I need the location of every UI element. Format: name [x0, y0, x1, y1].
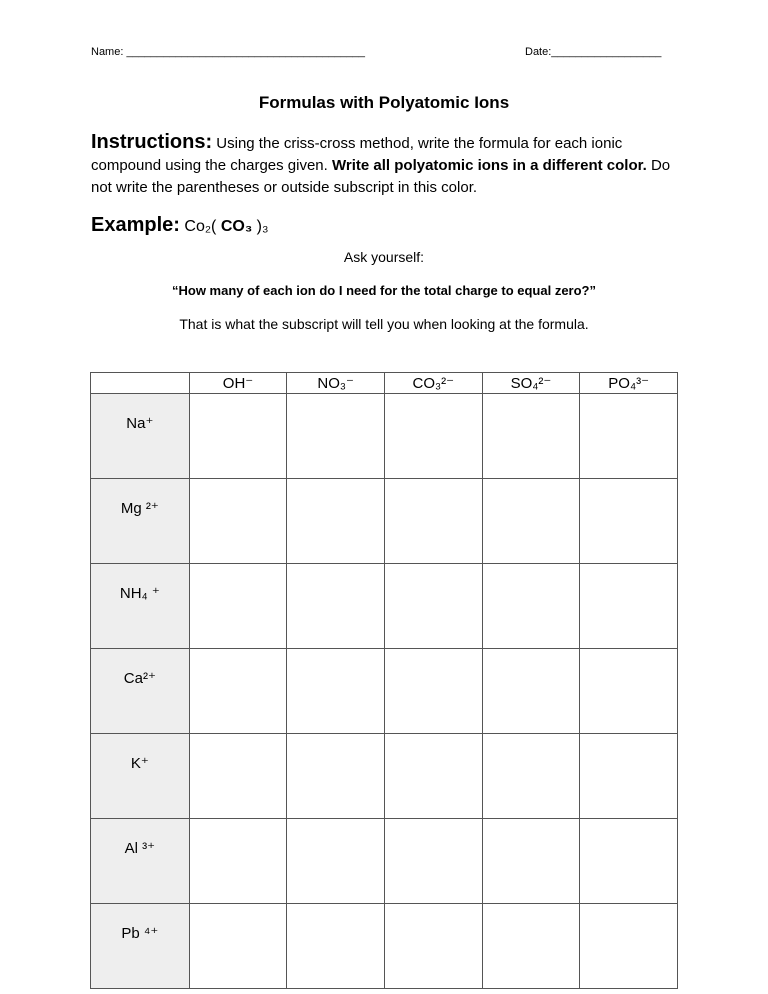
answer-cell[interactable]	[580, 819, 678, 904]
answer-cell[interactable]	[287, 649, 385, 734]
answer-cell[interactable]	[580, 564, 678, 649]
answer-cell[interactable]	[189, 819, 287, 904]
answer-cell[interactable]	[482, 394, 580, 479]
column-header: PO₄³⁻	[580, 373, 678, 394]
answer-cell[interactable]	[482, 479, 580, 564]
column-header: SO₄²⁻	[482, 373, 580, 394]
answer-cell[interactable]	[580, 649, 678, 734]
answer-cell[interactable]	[580, 479, 678, 564]
answer-cell[interactable]	[482, 819, 580, 904]
example-suffix: )₃	[252, 218, 269, 235]
answer-cell[interactable]	[287, 479, 385, 564]
instructions-text: Using the criss-cross method, write the formula for each ionic compound using the charges given.	[91, 135, 623, 174]
answer-cell[interactable]	[384, 394, 482, 479]
table-header-row	[91, 373, 678, 394]
answer-cell[interactable]	[287, 904, 385, 989]
answer-cell[interactable]	[189, 649, 287, 734]
column-header: NO₃⁻	[287, 373, 385, 394]
row-header: NH₄ ⁺	[91, 564, 190, 649]
date-field[interactable]: Date:__________________	[525, 46, 662, 58]
guiding-question: “How many of each ion do I need for the total charge to equal zero?”	[172, 283, 596, 298]
table-row	[91, 394, 678, 479]
ion-formula-table	[90, 372, 678, 989]
answer-cell[interactable]	[580, 904, 678, 989]
table-row	[91, 904, 678, 989]
answer-cell[interactable]	[482, 649, 580, 734]
row-header: Pb ⁴⁺	[91, 904, 190, 989]
ask-yourself: Ask yourself:	[343, 249, 425, 265]
example-line	[91, 214, 269, 237]
answer-cell[interactable]	[384, 819, 482, 904]
table-row	[91, 479, 678, 564]
table-row	[91, 564, 678, 649]
name-field[interactable]: Name: _______________________________________	[91, 46, 366, 58]
page-title: Formulas with Polyatomic Ions	[258, 93, 510, 112]
answer-cell[interactable]	[580, 734, 678, 819]
row-header: K⁺	[91, 734, 190, 819]
instructions-text-2: Do not write the parentheses or outside subscript in this color.	[91, 157, 671, 196]
answer-cell[interactable]	[287, 394, 385, 479]
answer-cell[interactable]	[287, 564, 385, 649]
answer-cell[interactable]	[384, 564, 482, 649]
table-row	[91, 819, 678, 904]
instructions-paragraph	[91, 131, 691, 199]
answer-cell[interactable]	[384, 734, 482, 819]
explanation: That is what the subscript will tell you when looking at the formula.	[179, 316, 589, 332]
answer-cell[interactable]	[384, 904, 482, 989]
answer-cell[interactable]	[287, 734, 385, 819]
example-polyatomic: CO₃	[220, 218, 253, 235]
answer-cell[interactable]	[189, 394, 287, 479]
row-header: Ca²⁺	[91, 649, 190, 734]
row-header: Na⁺	[91, 394, 190, 479]
answer-cell[interactable]	[189, 734, 287, 819]
answer-cell[interactable]	[384, 479, 482, 564]
table-row	[91, 649, 678, 734]
answer-cell[interactable]	[482, 734, 580, 819]
example-prefix: Co₂(	[179, 218, 221, 235]
row-header: Mg ²⁺	[91, 479, 190, 564]
column-header: OH⁻	[189, 373, 287, 394]
answer-cell[interactable]	[189, 479, 287, 564]
column-header: CO₃²⁻	[384, 373, 482, 394]
example-heading: Example:	[91, 214, 180, 236]
answer-cell[interactable]	[287, 819, 385, 904]
answer-cell[interactable]	[189, 904, 287, 989]
instructions-emphasis: Write all polyatomic ions in a different color.	[332, 157, 647, 174]
answer-cell[interactable]	[384, 649, 482, 734]
answer-cell[interactable]	[189, 564, 287, 649]
row-header: Al ³⁺	[91, 819, 190, 904]
instructions-heading: Instructions:	[91, 131, 213, 153]
answer-cell[interactable]	[482, 564, 580, 649]
table-corner	[91, 373, 190, 394]
answer-cell[interactable]	[482, 904, 580, 989]
table-row	[91, 734, 678, 819]
answer-cell[interactable]	[580, 394, 678, 479]
